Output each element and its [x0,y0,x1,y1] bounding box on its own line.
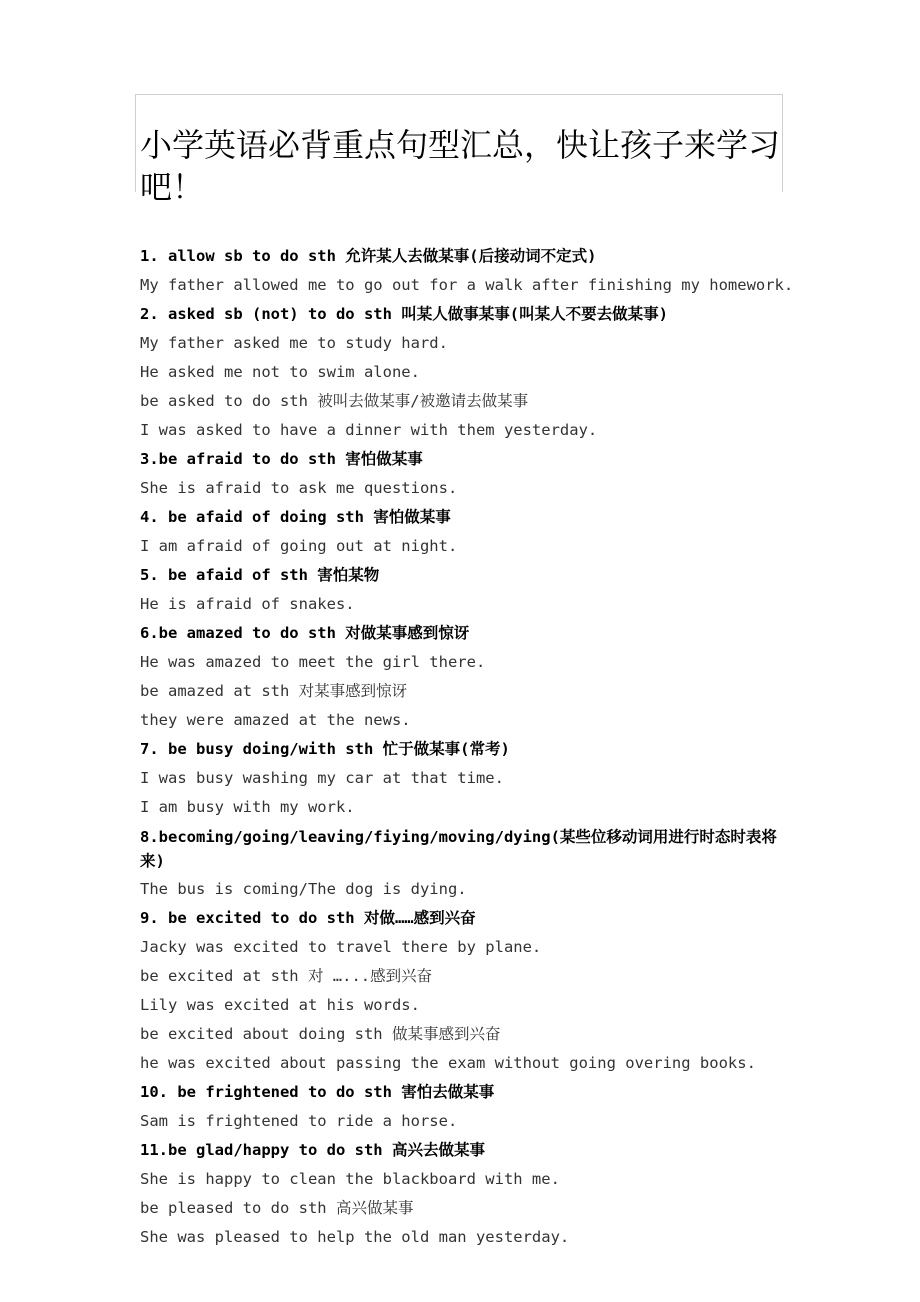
phrase-heading: 4. be afaid of doing sth 害怕做某事 [140,508,451,526]
phrase-heading: 5. be afaid of sth 害怕某物 [140,566,380,584]
phrase-heading: 1. allow sb to do sth 允许某人去做某事(后接动词不定式) [140,247,597,265]
example-sentence: She was pleased to help the old man yesterday. [140,1228,570,1246]
page-title: 小学英语必背重点句型汇总，快让孩子来学习吧！ [140,126,781,206]
example-sentence: be excited at sth 对 …...感到兴奋 [140,967,433,985]
example-sentence: Sam is frightened to ride a horse. [140,1112,458,1130]
example-sentence: He asked me not to swim alone. [140,363,420,381]
phrase-heading: 2. asked sb (not) to do sth 叫某人做事某事(叫某人不要去做某事) [140,305,668,323]
example-sentence: He was amazed to meet the girl there. [140,653,486,671]
example-sentence: The bus is coming/The dog is dying. [140,880,467,898]
example-sentence: be excited about doing sth 做某事感到兴奋 [140,1025,501,1043]
example-sentence: I am afraid of going out at night. [140,537,458,555]
phrase-heading: 7. be busy doing/with sth 忙于做某事(常考) [140,740,510,758]
example-sentence: be amazed at sth 对某事感到惊讶 [140,682,408,700]
example-sentence: She is afraid to ask me questions. [140,479,458,497]
example-sentence: My father allowed me to go out for a walk after finishing my homework. [140,276,794,294]
example-sentence: He is afraid of snakes. [140,595,355,613]
phrase-heading: 10. be frightened to do sth 害怕去做某事 [140,1083,495,1101]
phrase-heading: 11.be glad/happy to do sth 高兴去做某事 [140,1141,485,1159]
phrase-heading: 6.be amazed to do sth 对做某事感到惊讶 [140,624,470,642]
example-sentence: be asked to do sth 被叫去做某事/被邀请去做某事 [140,392,529,410]
example-sentence: Jacky was excited to travel there by plane. [140,938,542,956]
example-sentence: they were amazed at the news. [140,711,411,729]
phrase-heading: 8.becoming/going/leaving/fiying/moving/dying(某些位移动词用进行时态时表将来) [140,828,777,870]
example-sentence: She is happy to clean the blackboard with me. [140,1170,560,1188]
example-sentence: I was busy washing my car at that time. [140,769,504,787]
phrase-heading: 9. be excited to do sth 对做……感到兴奋 [140,909,476,927]
document-body [140,242,800,1252]
example-sentence: My father asked me to study hard. [140,334,448,352]
phrase-heading: 3.be afraid to do sth 害怕做某事 [140,450,423,468]
example-sentence: I am busy with my work. [140,798,355,816]
example-sentence: I was asked to have a dinner with them yesterday. [140,421,598,439]
example-sentence: Lily was excited at his words. [140,996,420,1014]
example-sentence: be pleased to do sth 高兴做某事 [140,1199,414,1217]
example-sentence: he was excited about passing the exam without going overing books. [140,1054,756,1072]
